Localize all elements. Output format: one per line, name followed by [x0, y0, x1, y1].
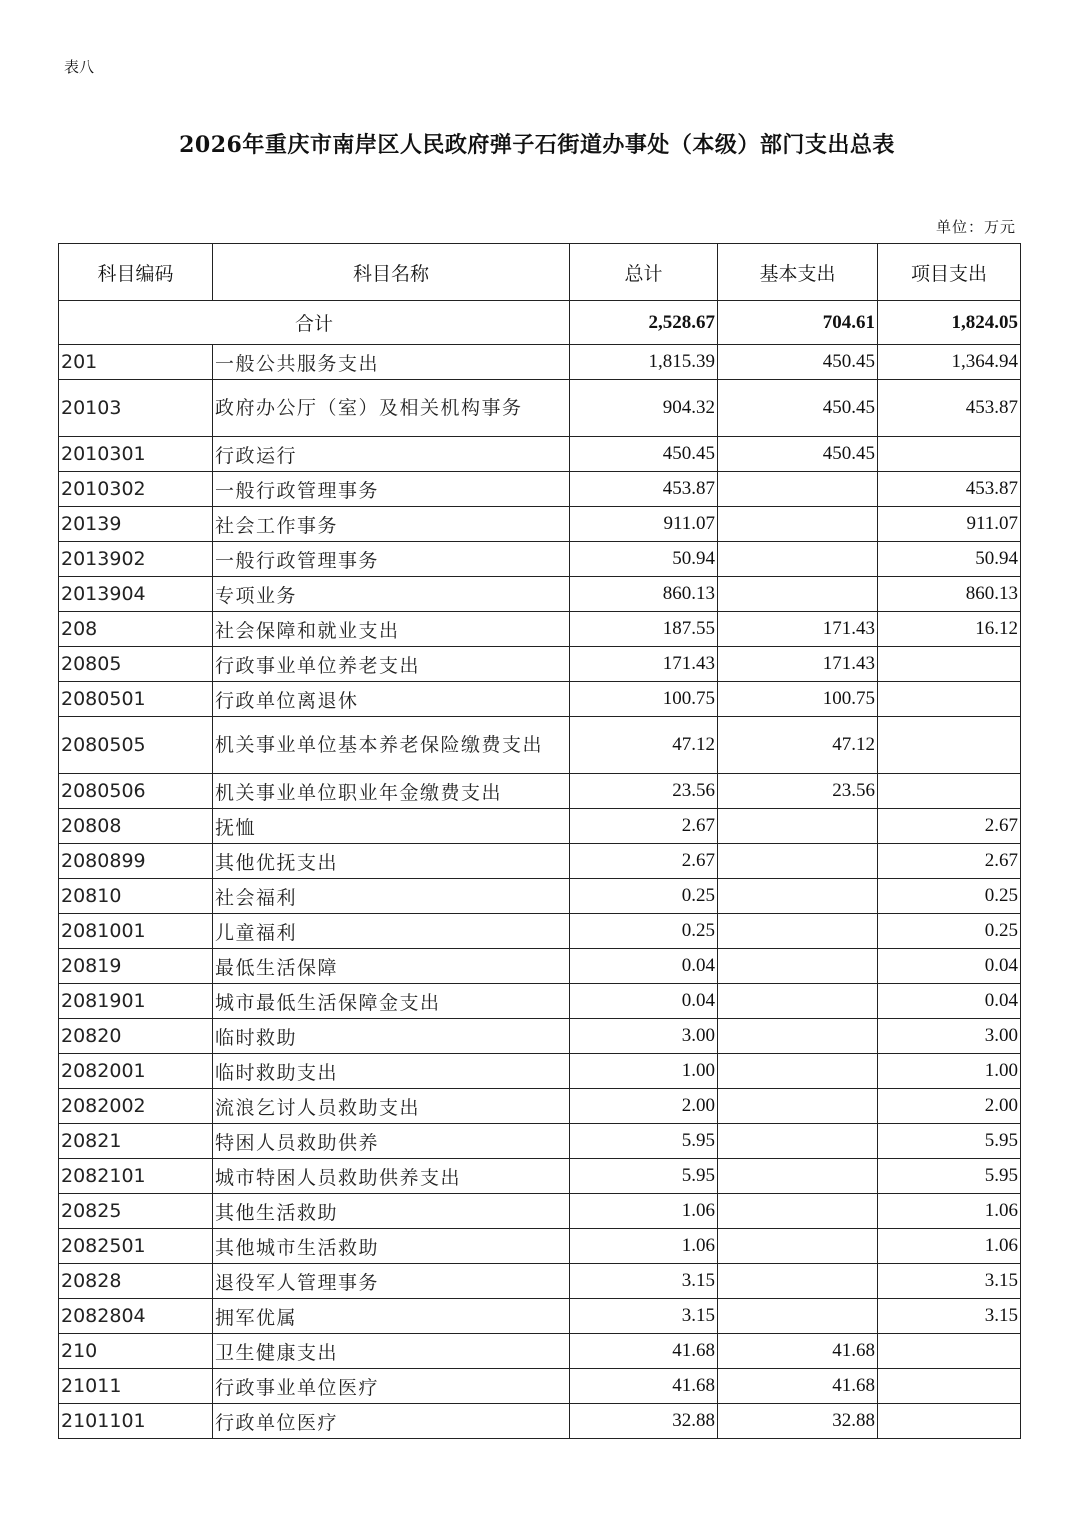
total-value: 50.94: [570, 542, 718, 577]
total-sum: 2,528.67: [570, 301, 718, 345]
project-expenditure-value: 50.94: [878, 542, 1021, 577]
table-row: [59, 647, 1021, 682]
basic-expenditure-value: [718, 984, 878, 1019]
column-header-project: 项目支出: [878, 244, 1021, 301]
subject-name: 机关事业单位职业年金缴费支出: [213, 774, 570, 809]
total-value: 100.75: [570, 682, 718, 717]
column-header-basic: 基本支出: [718, 244, 878, 301]
unit-note: 单位：万元: [935, 218, 1016, 236]
subject-name: 特困人员救助供养: [213, 1124, 570, 1159]
subject-code: 2010301: [59, 437, 213, 472]
project-expenditure-value: 453.87: [878, 472, 1021, 507]
basic-expenditure-value: 450.45: [718, 380, 878, 437]
total-value: 1.06: [570, 1229, 718, 1264]
table-row: [59, 1334, 1021, 1369]
subject-name: 行政单位离退休: [213, 682, 570, 717]
subject-code: 2010302: [59, 472, 213, 507]
table-row: [59, 472, 1021, 507]
table-row: [59, 542, 1021, 577]
basic-expenditure-value: [718, 1159, 878, 1194]
basic-expenditure-value: 47.12: [718, 717, 878, 774]
total-value: 0.04: [570, 984, 718, 1019]
basic-expenditure-value: 171.43: [718, 612, 878, 647]
table-row: [59, 437, 1021, 472]
total-value: 0.04: [570, 949, 718, 984]
table-row: [59, 577, 1021, 612]
project-expenditure-value: 0.25: [878, 914, 1021, 949]
table-row: [59, 507, 1021, 542]
subject-name: 流浪乞讨人员救助支出: [213, 1089, 570, 1124]
total-value: 904.32: [570, 380, 718, 437]
project-expenditure-value: 5.95: [878, 1159, 1021, 1194]
table-row: [59, 949, 1021, 984]
table-row: [59, 612, 1021, 647]
subject-code: 2081001: [59, 914, 213, 949]
subject-name: 退役军人管理事务: [213, 1264, 570, 1299]
subject-name: 行政单位医疗: [213, 1404, 570, 1439]
subject-name: 社会保障和就业支出: [213, 612, 570, 647]
basic-expenditure-value: 450.45: [718, 437, 878, 472]
table-row: [59, 1194, 1021, 1229]
total-value: 187.55: [570, 612, 718, 647]
subject-name: 行政事业单位养老支出: [213, 647, 570, 682]
table-row: [59, 1299, 1021, 1334]
subject-code: 2101101: [59, 1404, 213, 1439]
subject-code: 2082002: [59, 1089, 213, 1124]
subject-name: 一般公共服务支出: [213, 345, 570, 380]
subject-code: 2082101: [59, 1159, 213, 1194]
subject-name: 社会工作事务: [213, 507, 570, 542]
project-expenditure-value: 453.87: [878, 380, 1021, 437]
table-row: [59, 1264, 1021, 1299]
total-value: 0.25: [570, 914, 718, 949]
table-row: [59, 914, 1021, 949]
project-expenditure-value: [878, 1334, 1021, 1369]
project-expenditure-value: [878, 437, 1021, 472]
basic-expenditure-value: [718, 879, 878, 914]
column-header-total: 总计: [570, 244, 718, 301]
column-header-name: 科目名称: [213, 244, 570, 301]
subject-code: 2080899: [59, 844, 213, 879]
subject-code: 2080506: [59, 774, 213, 809]
table-row: [59, 879, 1021, 914]
project-expenditure-value: 0.25: [878, 879, 1021, 914]
basic-expenditure-value: 41.68: [718, 1369, 878, 1404]
table-row: [59, 1019, 1021, 1054]
total-value: 3.15: [570, 1299, 718, 1334]
project-expenditure-value: [878, 774, 1021, 809]
subject-code: 20819: [59, 949, 213, 984]
total-value: 450.45: [570, 437, 718, 472]
subject-name: 其他生活救助: [213, 1194, 570, 1229]
table-row: [59, 809, 1021, 844]
subject-code: 20821: [59, 1124, 213, 1159]
project-expenditure-value: [878, 1369, 1021, 1404]
total-value: 5.95: [570, 1124, 718, 1159]
project-expenditure-value: 911.07: [878, 507, 1021, 542]
project-expenditure-value: 1,364.94: [878, 345, 1021, 380]
table-row: [59, 682, 1021, 717]
subject-name: 一般行政管理事务: [213, 542, 570, 577]
basic-expenditure-value: [718, 542, 878, 577]
project-expenditure-value: 2.00: [878, 1089, 1021, 1124]
subject-name: 专项业务: [213, 577, 570, 612]
subject-code: 2080505: [59, 717, 213, 774]
basic-expenditure-value: [718, 914, 878, 949]
project-expenditure-value: 3.15: [878, 1299, 1021, 1334]
basic-expenditure-value: [718, 1124, 878, 1159]
table-row: [59, 1054, 1021, 1089]
table-row: [59, 844, 1021, 879]
total-value: 23.56: [570, 774, 718, 809]
subject-name: 城市最低生活保障金支出: [213, 984, 570, 1019]
total-value: 1.00: [570, 1054, 718, 1089]
table-row: [59, 1229, 1021, 1264]
subject-name: 其他优抚支出: [213, 844, 570, 879]
total-value: 2.67: [570, 809, 718, 844]
project-expenditure-value: 1.06: [878, 1194, 1021, 1229]
project-expenditure-value: 3.00: [878, 1019, 1021, 1054]
basic-expenditure-value: [718, 1194, 878, 1229]
subject-code: 20825: [59, 1194, 213, 1229]
subject-name: 最低生活保障: [213, 949, 570, 984]
total-value: 1.06: [570, 1194, 718, 1229]
project-expenditure-value: 0.04: [878, 949, 1021, 984]
subject-code: 20139: [59, 507, 213, 542]
basic-expenditure-value: [718, 844, 878, 879]
subject-code: 20810: [59, 879, 213, 914]
subject-code: 2081901: [59, 984, 213, 1019]
table-row: [59, 380, 1021, 437]
table-number-label: 表八: [64, 58, 95, 76]
total-value: 0.25: [570, 879, 718, 914]
total-basic: 704.61: [718, 301, 878, 345]
total-value: 41.68: [570, 1334, 718, 1369]
total-value: 171.43: [570, 647, 718, 682]
basic-expenditure-value: 450.45: [718, 345, 878, 380]
total-value: 47.12: [570, 717, 718, 774]
total-value: 453.87: [570, 472, 718, 507]
total-value: 2.67: [570, 844, 718, 879]
subject-code: 2080501: [59, 682, 213, 717]
subject-name: 其他城市生活救助: [213, 1229, 570, 1264]
table-row: [59, 717, 1021, 774]
subject-name: 临时救助: [213, 1019, 570, 1054]
total-value: 3.00: [570, 1019, 718, 1054]
subject-code: 2082501: [59, 1229, 213, 1264]
table-row: [59, 984, 1021, 1019]
project-expenditure-value: 2.67: [878, 844, 1021, 879]
subject-name: 拥军优属: [213, 1299, 570, 1334]
total-value: 32.88: [570, 1404, 718, 1439]
table-header-row: [59, 244, 1021, 301]
total-value: 1,815.39: [570, 345, 718, 380]
subject-code: 2013904: [59, 577, 213, 612]
table-row: [59, 345, 1021, 380]
subject-code: 210: [59, 1334, 213, 1369]
total-value: 41.68: [570, 1369, 718, 1404]
basic-expenditure-value: [718, 472, 878, 507]
subject-code: 208: [59, 612, 213, 647]
project-expenditure-value: [878, 717, 1021, 774]
basic-expenditure-value: 23.56: [718, 774, 878, 809]
basic-expenditure-value: [718, 1054, 878, 1089]
basic-expenditure-value: [718, 1229, 878, 1264]
subject-code: 20805: [59, 647, 213, 682]
subject-name: 城市特困人员救助供养支出: [213, 1159, 570, 1194]
project-expenditure-value: 1.00: [878, 1054, 1021, 1089]
subject-name: 机关事业单位基本养老保险缴费支出: [213, 717, 570, 774]
basic-expenditure-value: 171.43: [718, 647, 878, 682]
subject-name: 一般行政管理事务: [213, 472, 570, 507]
column-header-code: 科目编码: [59, 244, 213, 301]
subject-code: 2082001: [59, 1054, 213, 1089]
basic-expenditure-value: 41.68: [718, 1334, 878, 1369]
basic-expenditure-value: 100.75: [718, 682, 878, 717]
subject-name: 临时救助支出: [213, 1054, 570, 1089]
basic-expenditure-value: [718, 507, 878, 542]
table-row: [59, 1404, 1021, 1439]
table-row: [59, 1089, 1021, 1124]
subject-code: 20808: [59, 809, 213, 844]
total-value: 5.95: [570, 1159, 718, 1194]
subject-code: 201: [59, 345, 213, 380]
project-expenditure-value: [878, 1404, 1021, 1439]
project-expenditure-value: [878, 647, 1021, 682]
subject-name: 行政运行: [213, 437, 570, 472]
subject-code: 20103: [59, 380, 213, 437]
project-expenditure-value: 3.15: [878, 1264, 1021, 1299]
basic-expenditure-value: [718, 949, 878, 984]
subject-name: 政府办公厅（室）及相关机构事务: [213, 380, 570, 437]
project-expenditure-value: 0.04: [878, 984, 1021, 1019]
subject-code: 20828: [59, 1264, 213, 1299]
subject-code: 2013902: [59, 542, 213, 577]
expenditure-table: [58, 243, 1021, 1439]
page-title: 2026年重庆市南岸区人民政府弹子石街道办事处（本级）部门支出总表: [179, 132, 895, 158]
total-project: 1,824.05: [878, 301, 1021, 345]
project-expenditure-value: 2.67: [878, 809, 1021, 844]
subject-name: 抚恤: [213, 809, 570, 844]
basic-expenditure-value: [718, 577, 878, 612]
total-label: 合计: [59, 301, 570, 345]
project-expenditure-value: 16.12: [878, 612, 1021, 647]
subject-name: 社会福利: [213, 879, 570, 914]
table-row: [59, 1369, 1021, 1404]
basic-expenditure-value: [718, 1019, 878, 1054]
total-value: 3.15: [570, 1264, 718, 1299]
subject-name: 儿童福利: [213, 914, 570, 949]
total-row: [59, 301, 1021, 345]
basic-expenditure-value: 32.88: [718, 1404, 878, 1439]
project-expenditure-value: [878, 682, 1021, 717]
subject-code: 2082804: [59, 1299, 213, 1334]
basic-expenditure-value: [718, 1264, 878, 1299]
table-row: [59, 774, 1021, 809]
total-value: 2.00: [570, 1089, 718, 1124]
project-expenditure-value: 1.06: [878, 1229, 1021, 1264]
table-row: [59, 1159, 1021, 1194]
project-expenditure-value: 860.13: [878, 577, 1021, 612]
subject-name: 行政事业单位医疗: [213, 1369, 570, 1404]
basic-expenditure-value: [718, 1089, 878, 1124]
basic-expenditure-value: [718, 809, 878, 844]
subject-code: 20820: [59, 1019, 213, 1054]
total-value: 911.07: [570, 507, 718, 542]
subject-code: 21011: [59, 1369, 213, 1404]
table-row: [59, 1124, 1021, 1159]
project-expenditure-value: 5.95: [878, 1124, 1021, 1159]
total-value: 860.13: [570, 577, 718, 612]
subject-name: 卫生健康支出: [213, 1334, 570, 1369]
basic-expenditure-value: [718, 1299, 878, 1334]
